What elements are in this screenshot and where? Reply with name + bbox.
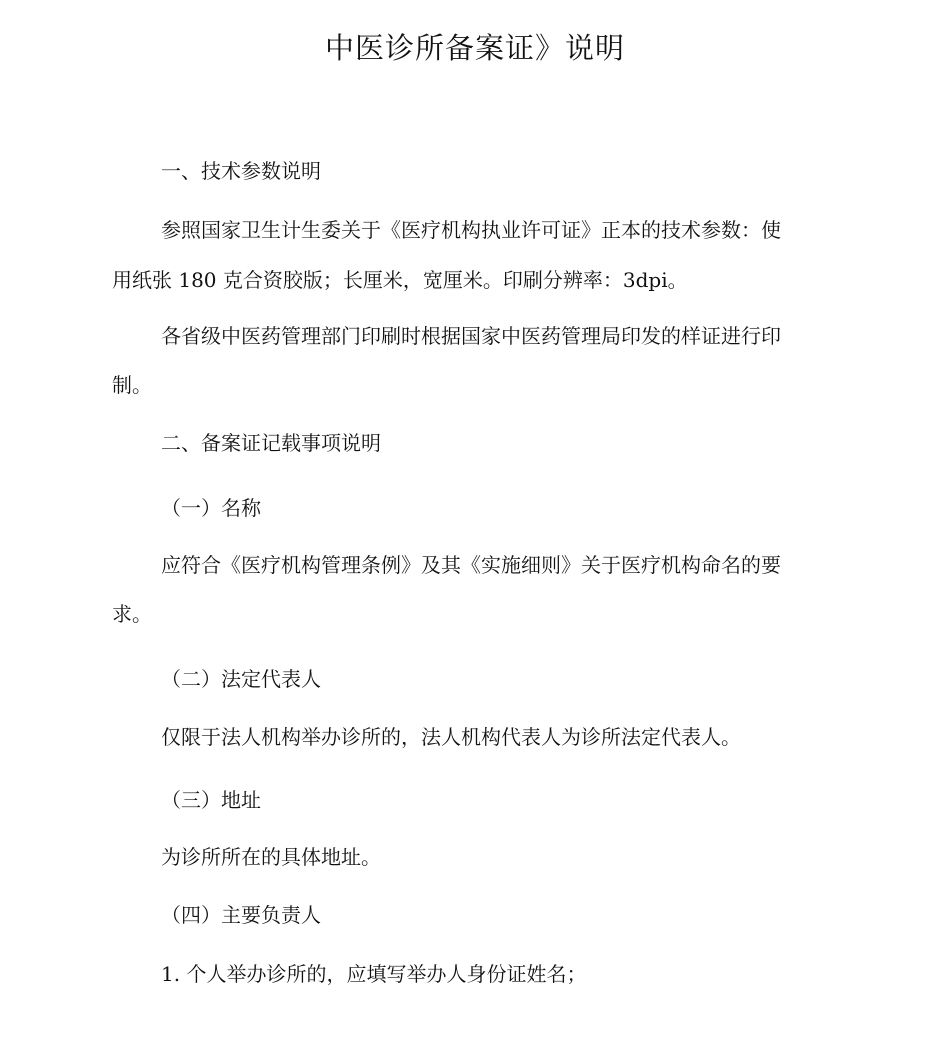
subsection-heading-address: （三）地址 <box>161 788 261 812</box>
paragraph-line: 为诊所所在的具体地址。 <box>161 845 381 869</box>
paragraph-line: 制。 <box>112 373 152 397</box>
paragraph-line: 求。 <box>112 602 152 626</box>
paragraph-line: 应符合《医疗机构管理条例》及其《实施细则》关于医疗机构命名的要 <box>161 553 781 577</box>
subsection-heading-name: （一）名称 <box>161 496 261 520</box>
paragraph-line: 用纸张 180 克合资胶版；长厘米，宽厘米。印刷分辨率：3dpi。 <box>112 268 688 292</box>
document-title: 中医诊所备案证》说明 <box>324 31 625 65</box>
list-item: 1. 个人举办诊所的，应填写举办人身份证姓名； <box>161 962 587 986</box>
subsection-heading-legal-representative: （二）法定代表人 <box>161 667 321 691</box>
paragraph-line: 仅限于法人机构举办诊所的，法人机构代表人为诊所法定代表人。 <box>161 725 741 749</box>
paragraph-line: 参照国家卫生计生委关于《医疗机构执业许可证》正本的技术参数：使 <box>161 218 781 242</box>
section-heading-technical-params: 一、技术参数说明 <box>161 159 321 183</box>
section-heading-record-items: 二、备案证记载事项说明 <box>161 431 381 455</box>
subsection-heading-principal-person: （四）主要负责人 <box>161 903 321 927</box>
paragraph-line: 各省级中医药管理部门印刷时根据国家中医药管理局印发的样证进行印 <box>161 324 781 348</box>
